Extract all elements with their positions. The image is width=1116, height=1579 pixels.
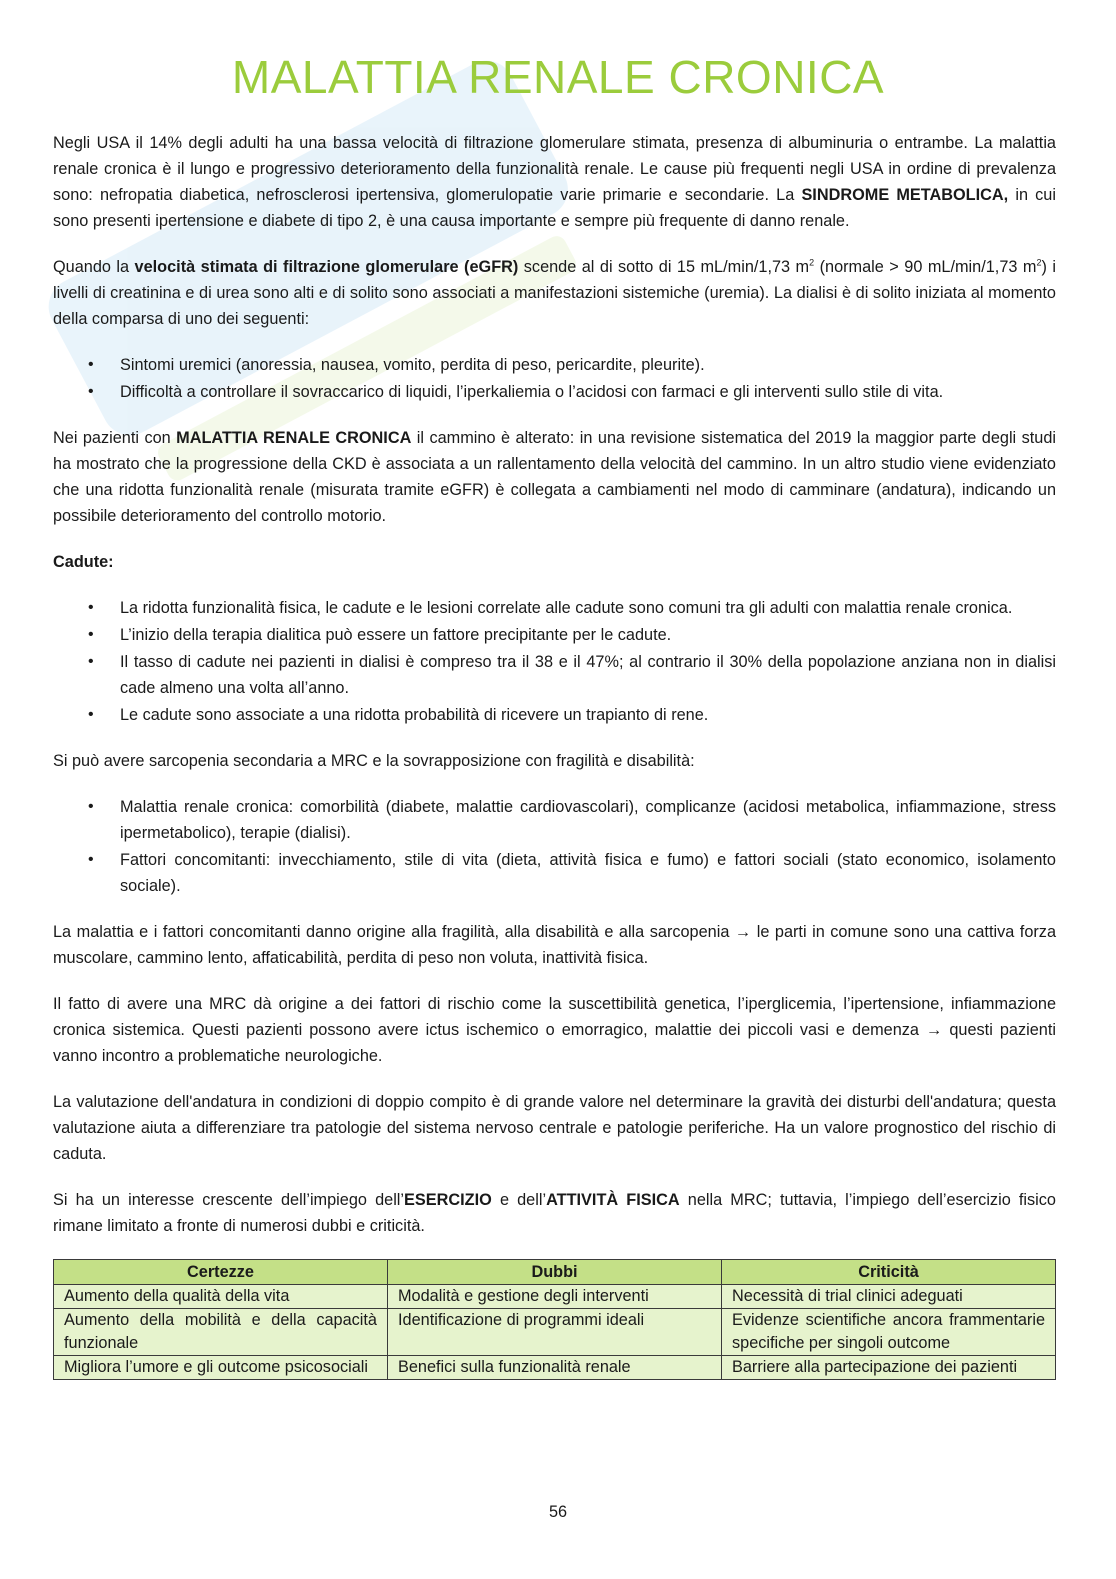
table-cell: Necessità di trial clinici adeguati [722,1285,1056,1309]
list-item: • L’inizio della terapia dialitica può essere un fattore precipitante per le cadute. [120,622,1056,648]
list-item: • Difficoltà a controllare il sovraccarico di liquidi, l’iperkaliemia o l’acidosi con farmaci e gli interventi sullo stile di vita. [120,379,1056,405]
column-header-criticita: Criticità [722,1260,1056,1285]
sarcopenia-factors-list [53,794,1056,899]
table-cell: Migliora l’umore e gli outcome psicosociali [54,1356,388,1380]
page-number: 56 [548,1503,568,1521]
column-header-certezze: Certezze [54,1260,388,1285]
table-cell: Modalità e gestione degli interventi [388,1285,722,1309]
table-cell: Aumento della qualità della vita [54,1285,388,1309]
table-cell: Identificazione di programmi ideali [388,1309,722,1356]
exercise-table [53,1259,1056,1380]
paragraph-exercise: Si ha un interesse crescente dell’impiego dell’ESERCIZIO e dell’ATTIVITÀ FISICA nella MRC; tuttavia, l’impiego dell’esercizio fisico rimane limitato a fronte di numerosi dubbi e criticità. [53,1191,1056,1235]
dialysis-criteria-list [53,352,1056,405]
table-cell: Aumento della mobilità e della capacità funzionale [54,1309,388,1356]
list-item: • Il tasso di cadute nei pazienti in dialisi è compreso tra il 38 e il 47%; al contrario il 30% della popolazione anziana non in dialisi cade almeno una volta all’anno. [120,649,1056,701]
main-content [53,130,1056,1380]
paragraph-risk-factors: Il fatto di avere una MRC dà origine a dei fattori di rischio come la suscettibilità genetica, l’iperglicemia, l’ipertensione, infiammazione cronica sistemica. Questi pazienti possono avere ictus ischemico o emorragico, malattie dei piccoli vasi e demenza → questi pazienti vanno incontro a problematiche neurologiche. [53,995,1056,1065]
column-header-dubbi: Dubbi [388,1260,722,1285]
list-item: • Sintomi uremici (anoressia, nausea, vomito, perdita di peso, pericardite, pleurite). [120,352,1056,378]
list-item: • Le cadute sono associate a una ridotta probabilità di ricevere un trapianto di rene. [120,702,1056,728]
table-header-row [54,1260,1056,1285]
list-item: • La ridotta funzionalità fisica, le cadute e le lesioni correlate alle cadute sono comuni tra gli adulti con malattia renale cronica. [120,595,1056,621]
table-row [54,1285,1056,1309]
page-title: MALATTIA RENALE CRONICA [231,51,885,103]
paragraph-intro: Negli USA il 14% degli adulti ha una bassa velocità di filtrazione glomerulare stimata, presenza di albuminuria o entrambe. La malattia renale cronica è il lungo e progressivo deterioramento della funzionalità renale. Le cause più frequenti negli USA in ordine di prevalenza sono: nefropatia diabetica, nefrosclerosi ipertensiva, glomerulopatie varie primarie e secondarie. La SINDROME METABOLICA, in cui sono presenti ipertensione e diabete di tipo 2, è una causa importante e sempre più frequente di danno renale. [53,134,1056,230]
paragraph-gait: Nei pazienti con MALATTIA RENALE CRONICA il cammino è alterato: in una revisione sistematica del 2019 la maggior parte degli studi ha mostrato che la progressione della CKD è associata a un rallentamento della velocità del cammino. In un altro studio viene evidenziato che una ridotta funzionalità renale (misurata tramite eGFR) è collegata a cambiamenti nel modo di camminare (andatura), indicando un possibile deterioramento del controllo motorio. [53,429,1057,525]
table-row [54,1309,1056,1356]
table-cell: Barriere alla partecipazione dei pazienti [722,1356,1056,1380]
table-cell: Evidenze scientifiche ancora frammentarie specifiche per singoli outcome [722,1309,1056,1356]
list-item: • Malattia renale cronica: comorbilità (diabete, malattie cardiovascolari), complicanze (acidosi metabolica, infiammazione, stress ipermetabolico), terapie (dialisi). [120,794,1056,846]
heading-cadute: Cadute: [53,553,114,571]
falls-list [53,595,1056,728]
list-item: • Fattori concomitanti: invecchiamento, stile di vita (dieta, attività fisica e fumo) e fattori sociali (stato economico, isolamento sociale). [120,847,1056,899]
paragraph-egfr: Quando la velocità stimata di filtrazione glomerulare (eGFR) scende al di sotto di 15 mL/min/1,73 $m^2$ (normale > 90 mL/min/1,73 $m^2$) i livelli di creatinina e di urea sono alti e di solito sono associati a manifestazioni sistemiche (uremia). La dialisi è di solito iniziata al momento della comparsa di uno dei seguenti: [53,257,1056,328]
paragraph-frailty: La malattia e i fattori concomitanti danno origine alla fragilità, alla disabilità e alla sarcopenia → le parti in comune sono una cattiva forza muscolare, cammino lento, affaticabilità, perdita di peso non voluta, inattività fisica. [53,923,1056,967]
paragraph-dual-task: La valutazione dell'andatura in condizioni di doppio compito è di grande valore nel determinare la gravità dei disturbi dell'andatura; questa valutazione aiuta a differenziare tra patologie del sistema nervoso centrale e patologie periferiche. Ha un valore prognostico del rischio di caduta. [53,1093,1056,1163]
table-cell: Benefici sulla funzionalità renale [388,1356,722,1380]
table-row [54,1356,1056,1380]
paragraph-sarcopenia: Si può avere sarcopenia secondaria a MRC e la sovrapposizione con fragilità e disabilità: [53,752,695,770]
